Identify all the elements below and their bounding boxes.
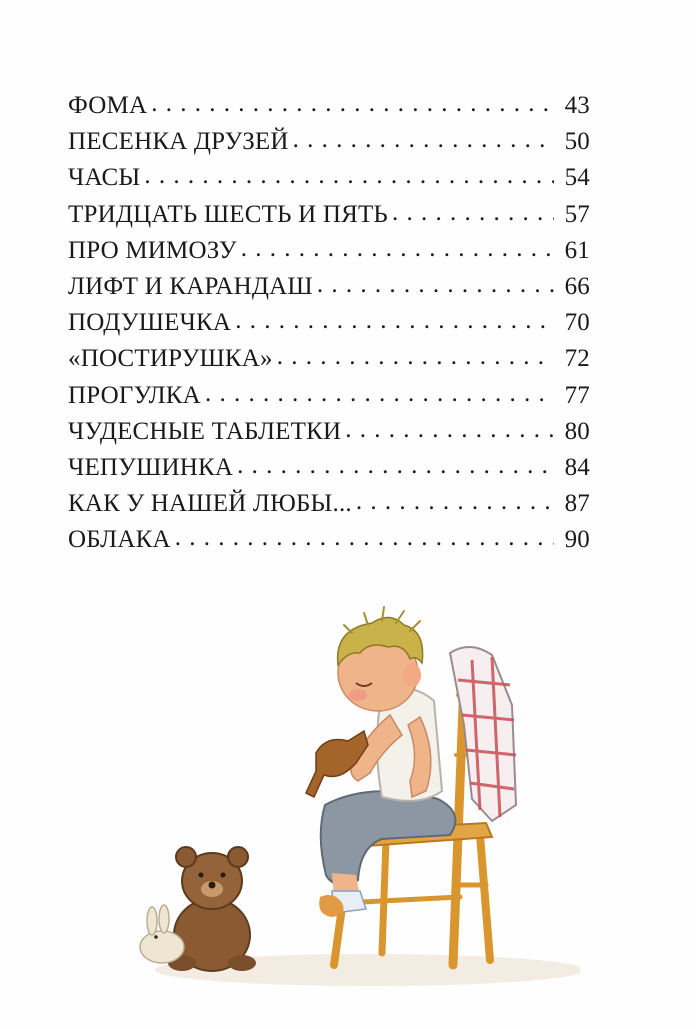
toc-entry-title: ПЕСЕНКА ДРУЗЕЙ — [68, 128, 289, 156]
toc-entry — [68, 197, 590, 233]
toc-entry — [68, 378, 590, 414]
toc-entry-page: 72 — [564, 345, 590, 373]
toc-entry-title: ЛИФТ И КАРАНДАШ — [68, 272, 313, 300]
toc-leader-dots — [175, 520, 554, 550]
toc-entry-page: 61 — [564, 236, 590, 264]
table-of-contents — [68, 88, 590, 558]
toc-entry — [68, 160, 590, 196]
toc-entry-title: ПРО МИМОЗУ — [68, 236, 237, 264]
toc-entry — [68, 269, 590, 305]
toc-entry-page: 54 — [564, 164, 590, 192]
toc-entry-page: 80 — [564, 417, 590, 445]
toc-entry-page: 84 — [564, 453, 590, 481]
toc-entry-page: 90 — [564, 526, 590, 554]
toc-leader-dots — [293, 122, 554, 152]
toc-leader-dots — [151, 86, 554, 116]
toc-entry-page: 66 — [564, 272, 590, 300]
toc-leader-dots — [356, 484, 554, 514]
toc-entry — [68, 124, 590, 160]
toc-entry-page: 87 — [564, 490, 590, 518]
toc-entry-page: 50 — [564, 128, 590, 156]
boy-on-chair-illustration — [120, 585, 580, 1005]
toc-entry-title: КАК У НАШЕЙ ЛЮБЫ... — [68, 490, 352, 518]
toc-leader-dots — [392, 195, 554, 225]
toc-entry-page: 43 — [564, 92, 590, 119]
toc-entry — [68, 414, 590, 450]
toc-entry-title: «ПОСТИРУШКА» — [68, 345, 273, 373]
toc-leader-dots — [277, 339, 554, 369]
toc-entry — [68, 305, 590, 341]
toc-entry-title: ФОМА — [68, 92, 148, 119]
toc-entry — [68, 522, 590, 558]
toc-entry — [68, 450, 590, 486]
toc-leader-dots — [235, 303, 554, 333]
toc-leader-dots — [144, 158, 554, 188]
toc-entry-title: ПРОГУЛКА — [68, 381, 201, 409]
toc-entry — [68, 341, 590, 377]
toc-leader-dots — [317, 267, 554, 297]
toc-entry — [68, 88, 590, 124]
ear — [403, 663, 421, 687]
cheek — [349, 689, 367, 701]
toc-leader-dots — [241, 231, 554, 261]
toc-leader-dots — [345, 412, 554, 442]
toc-entry-title: ЧЕПУШИНКА — [68, 453, 234, 481]
toc-leader-dots — [205, 376, 554, 406]
toc-entry-title: ЧАСЫ — [68, 164, 141, 192]
toc-entry-page: 77 — [564, 381, 590, 409]
toc-entry — [68, 486, 590, 522]
toc-entry-title: ТРИДЦАТЬ ШЕСТЬ И ПЯТЬ — [68, 200, 388, 228]
toc-entry — [68, 233, 590, 269]
toc-leader-dots — [237, 448, 554, 478]
toc-entry-page: 57 — [564, 200, 590, 228]
toc-entry-title: ПОДУШЕЧКА — [68, 309, 232, 337]
toc-entry-page: 70 — [564, 309, 590, 337]
toc-entry-title: ЧУДЕСНЫЕ ТАБЛЕТКИ — [68, 417, 342, 445]
toc-entry-title: ОБЛАКА — [68, 526, 171, 554]
